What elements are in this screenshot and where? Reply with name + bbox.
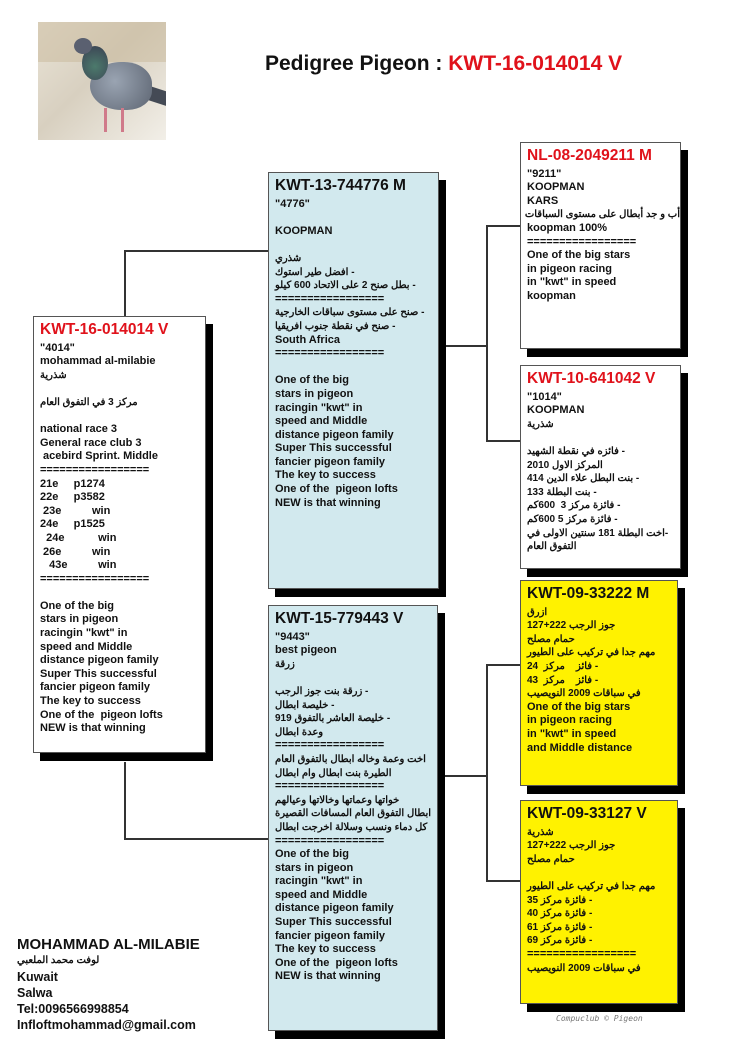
pedigree-line: الطيرة بنت ابطال وام ابطال [275,767,392,779]
title-ring-number: KWT-16-014014 V [448,52,623,75]
pigeon-card-sire [268,172,439,589]
pedigree-line: South Africa [275,333,340,346]
pedigree-line: One of the big stars [527,700,631,713]
pedigree-line: ================= [527,947,637,960]
pedigree-line: 23e win [40,504,111,517]
software-credit: Compuclub © Pigeon [556,1014,643,1023]
pigeon-card-sire-dam [520,365,681,569]
pedigree-line: KOOPMAN [275,224,333,237]
connector-line [486,225,520,227]
pedigree-line: - خليصة ابطال [275,699,335,711]
pedigree-line: - فائزة مركز 69 [527,935,593,947]
pedigree-line [275,671,437,685]
pedigree-line: 43e win [40,559,117,572]
pedigree-line: في سباقات 2009 النويصيب [527,688,641,700]
pedigree-line: Super This successful [275,442,392,455]
pedigree-line: NEW is that winning [40,722,146,735]
pedigree-line: racingin "kwt" in [275,875,363,888]
pedigree-line: 22e p3582 [40,491,105,504]
pedigree-line: One of the pigeon lofts [275,956,398,969]
pedigree-line: التفوق العام [527,541,577,553]
pedigree-line [40,586,205,600]
pedigree-line: One of the pigeon lofts [275,483,398,496]
connector-line [124,838,269,840]
pedigree-line: مركز 3 في التفوق العام [40,396,138,408]
pedigree-line: koopman 100% [527,221,608,234]
pedigree-line: خواتها وعماتها وخالاتها وعيالهم [275,794,400,806]
pedigree-line: شذرية [40,369,67,381]
pedigree-line: 24e p1525 [40,518,105,531]
ring-number: NL-08-2049211 M [527,147,652,164]
connector-line [486,440,520,442]
page-title [265,52,622,76]
connector-line [486,880,520,882]
ring-number: KWT-13-744776 M [275,177,406,194]
pedigree-line: The key to success [40,695,141,708]
pedigree-line: شذري [275,252,302,264]
pedigree-line: One of the big [275,848,349,861]
pedigree-line: fancier pigeon family [275,929,386,942]
pedigree-line: ازرق [527,606,548,618]
connector-line [445,345,487,347]
pedigree-line: - فائزه في نقطة الشهيد [527,445,625,457]
pedigree-line [40,410,205,424]
pedigree-line: in "kwt" in speed [527,276,617,289]
pedigree-line: - فائز مركز 24 [527,660,599,672]
pedigree-line: distance pigeon family [275,902,394,915]
pedigree-line: NEW is that winning [275,496,381,509]
pedigree-line: "9443" [275,630,310,643]
pedigree-line: ================= [275,780,385,793]
pedigree-line: One of the pigeon lofts [40,708,163,721]
connector-line [486,664,520,666]
pedigree-line: المركز الاول 2010 [527,459,603,471]
pedigree-line: جوز الرجب 222+127 [527,840,616,852]
pedigree-line: اخت وعمة وخاله ابطال بالتفوق العام [275,753,426,765]
pedigree-line: ================= [40,572,150,585]
pedigree-line: KOOPMAN [527,404,585,417]
pedigree-line: and Middle distance [527,741,633,754]
pedigree-line: مهم جدا في تركيب على الطيور [527,647,656,659]
pedigree-line: شذرية [527,826,554,838]
pedigree-line: مهم جدا في تركيب على الطيور [527,880,656,892]
pedigree-line: حمام مصلح [527,633,575,645]
pedigree-line: KOOPMAN [527,181,585,194]
pedigree-line: - فائزة مركز 5 600كم [527,513,618,525]
pedigree-line: speed and Middle [275,415,368,428]
pedigree-line: في سباقات 2009 النويصيب [527,962,641,974]
pedigree-line: speed and Middle [275,888,368,901]
owner-country: Kuwait [17,970,58,984]
pedigree-line: - خليصة العاشر بالتفوق 919 [275,713,391,725]
connector-line [486,664,488,881]
pedigree-line: - فائزة مركز 35 [527,894,593,906]
pedigree-line: koopman [527,289,576,302]
pedigree-line: ================= [527,235,637,248]
pedigree-line: distance pigeon family [40,654,159,667]
pedigree-line: NEW is that winning [275,970,381,983]
pigeon-card-sire-sire [520,142,681,349]
pedigree-line: "4014" [40,341,75,354]
pedigree-line: - زرقة بنت جوز الرجب [275,685,369,697]
pedigree-line: stars in pigeon [40,613,119,626]
pigeon-card-dam-sire [520,580,678,786]
pedigree-line: mohammad al-milabie [40,355,156,368]
pedigree-line: - فائزة مركز 3 600كم [527,500,621,512]
pedigree-line: national race 3 [40,423,118,436]
pedigree-line: speed and Middle [40,640,133,653]
pedigree-line: حمام مصلح [527,853,575,865]
pedigree-line: acebird Sprint. Middle [40,450,158,463]
pedigree-line: ================= [275,834,385,847]
ring-number: KWT-09-33127 V [527,805,647,822]
pedigree-line: best pigeon [275,644,337,657]
owner-name: MOHAMMAD AL-MILABIE [17,936,200,953]
pedigree-line: - صنح في نقطة جنوب افريقيا [275,320,396,332]
pedigree-line: stars in pigeon [275,861,354,874]
pedigree-line: كل دماء ونسب وسلالة اخرجت ابطال [275,821,428,833]
pedigree-line: in pigeon racing [527,714,612,727]
pedigree-line: وعدة ابطال [275,726,324,738]
pedigree-line: -اخت البطلة 181 سنتين الاولى في [527,527,669,539]
pedigree-line: زرقة [275,658,295,670]
pedigree-line: racingin "kwt" in [275,401,363,414]
pedigree-line: 21e p1274 [40,477,105,490]
pedigree-line: One of the big [275,374,349,387]
connector-line [444,775,487,777]
pedigree-line: ================= [275,292,385,305]
pedigree-line: - فائز مركز 43 [527,674,599,686]
pedigree-line: "1014" [527,390,562,403]
pedigree-line: - بطل صنح 2 على الاتحاد 600 كيلو [275,280,416,292]
pedigree-line: fancier pigeon family [275,455,386,468]
pedigree-line [40,382,205,396]
pedigree-line [527,431,680,445]
contact-block [17,937,200,1033]
pedigree-line: ================= [275,739,385,752]
pigeon-card-dam-dam [520,800,678,1004]
pedigree-line: distance pigeon family [275,428,394,441]
owner-email: Infloftmohammad@gmail.com [17,1018,196,1032]
pedigree-line: Super This successful [275,916,392,929]
connector-line [124,250,269,252]
ring-number: KWT-10-641042 V [527,370,656,387]
title-prefix: Pedigree Pigeon : [265,52,449,75]
pedigree-line: ================= [40,463,150,476]
pigeon-card-dam [268,605,438,1031]
ring-number: KWT-15-779443 V [275,610,404,627]
pedigree-line: شذرية [527,418,554,430]
owner-name-arabic: لوفت محمد الملعبي [17,955,100,966]
pedigree-line: ابطال التفوق العام المسافات القصيرة [275,808,432,820]
pedigree-line [275,238,438,252]
connector-line [124,250,126,316]
pedigree-line [527,866,677,880]
pigeon-card-main [33,316,206,753]
pedigree-line [275,211,438,225]
pedigree-line: ================= [275,347,385,360]
pedigree-line: fancier pigeon family [40,681,151,694]
ring-number: KWT-09-33222 M [527,585,650,602]
pedigree-line: in pigeon racing [527,262,612,275]
pedigree-line: One of the big [40,599,114,612]
pedigree-line: - فائزة مركز 40 [527,908,593,920]
pedigree-line: 26e win [40,545,111,558]
pedigree-line: KARS [527,194,559,207]
pedigree-line: "9211" [527,167,562,180]
pigeon-photo [38,22,166,140]
pedigree-line: stars in pigeon [275,387,354,400]
pedigree-line: The key to success [275,943,376,956]
pedigree-line: - بنت البطلة 133 [527,486,597,498]
owner-city: Salwa [17,986,53,1000]
ring-number: KWT-16-014014 V [40,321,169,338]
owner-phone: Tel:0096566998854 [17,1002,129,1016]
pedigree-line: Super This successful [40,667,157,680]
pedigree-line: racingin "kwt" in [40,627,128,640]
connector-line [486,225,488,441]
pedigree-line: "4776" [275,197,310,210]
pedigree-line: 24e win [40,531,117,544]
pedigree-line: - افضل طير استوك [275,266,355,278]
pedigree-line: أب و جد أبطال على مستوى السباقات [524,209,680,221]
pedigree-line [275,361,438,375]
pedigree-line: - بنت البطل علاء الدين 414 [527,473,640,485]
pedigree-line: One of the big stars [527,249,631,262]
pedigree-line: جوز الرجب 222+127 [527,620,616,632]
pedigree-line: The key to success [275,469,376,482]
pedigree-line: - فائزة مركز 61 [527,921,593,933]
pedigree-line: - صنح على مستوى سباقات الخارجية [275,307,425,319]
connector-line [124,762,126,839]
pedigree-line: in "kwt" in speed [527,727,617,740]
pedigree-line: General race club 3 [40,436,142,449]
